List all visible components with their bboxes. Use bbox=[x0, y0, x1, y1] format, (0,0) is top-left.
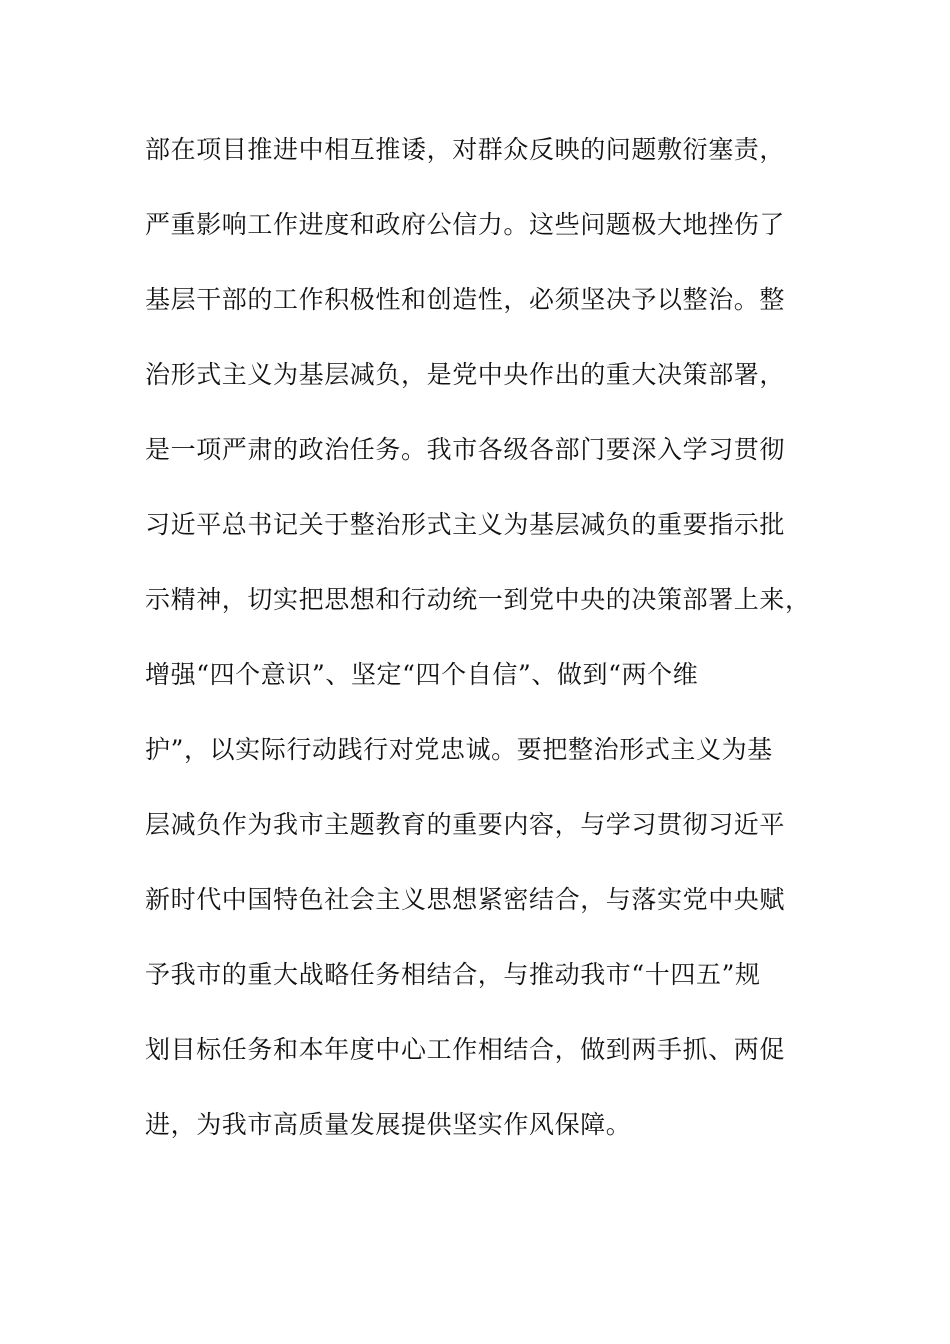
paragraph-line: 新时代中国特色社会主义思想紧密结合，与落实党中央赋 bbox=[145, 885, 786, 914]
paragraph-line: 习近平总书记关于整治形式主义为基层减负的重要指示批 bbox=[145, 510, 786, 539]
paragraph-line: 进，为我市高质量发展提供坚实作风保障。 bbox=[145, 1110, 632, 1139]
paragraph-line: 基层干部的工作积极性和创造性，必须坚决予以整治。整 bbox=[145, 285, 786, 314]
paragraph-line: 予我市的重大战略任务相结合，与推动我市“十四五”规 bbox=[145, 960, 761, 989]
paragraph-line: 严重影响工作进度和政府公信力。这些问题极大地挫伤了 bbox=[145, 210, 786, 239]
paragraph-line: 层减负作为我市主题教育的重要内容，与学习贯彻习近平 bbox=[145, 810, 786, 839]
paragraph-line: 部在项目推进中相互推诿，对群众反映的问题敷衍塞责， bbox=[145, 135, 786, 164]
paragraph-line: 增强“四个意识”、坚定“四个自信”、做到“两个维 bbox=[145, 660, 699, 689]
paragraph-line: 示精神，切实把思想和行动统一到党中央的决策部署上来， bbox=[145, 585, 811, 614]
paragraph-line: 治形式主义为基层减负，是党中央作出的重大决策部署， bbox=[145, 360, 786, 389]
paragraph-line: 划目标任务和本年度中心工作相结合，做到两手抓、两促 bbox=[145, 1035, 786, 1064]
paragraph-line: 护”，以实际行动践行对党忠诚。要把整治形式主义为基 bbox=[145, 735, 773, 764]
paragraph-line: 是一项严肃的政治任务。我市各级各部门要深入学习贯彻 bbox=[145, 435, 786, 464]
